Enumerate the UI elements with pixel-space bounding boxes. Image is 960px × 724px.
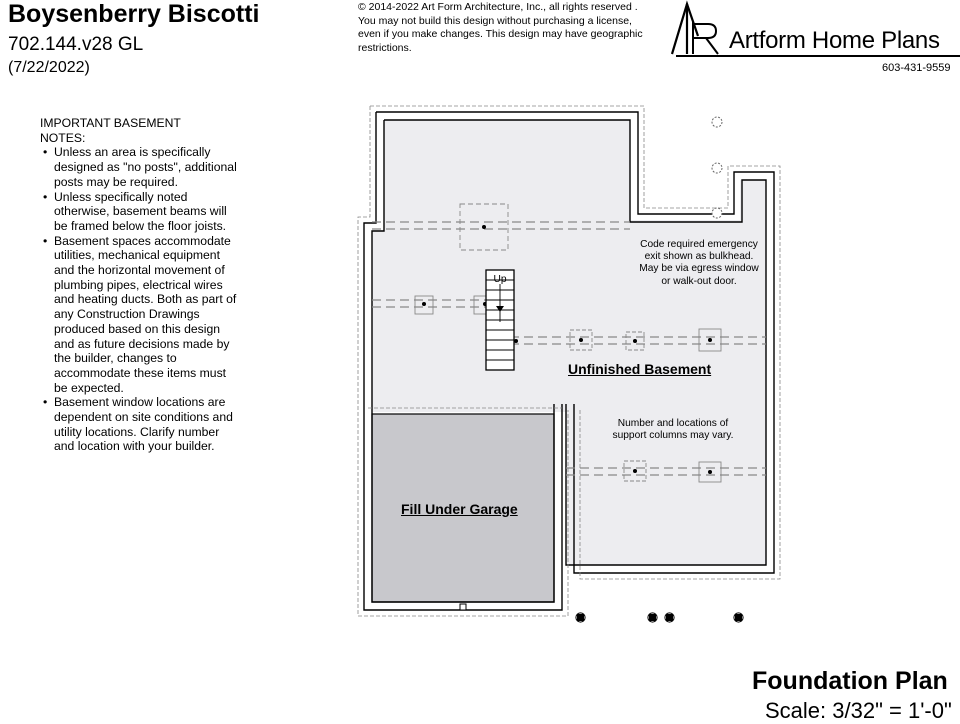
egress-note-line: May be via egress window	[639, 263, 759, 275]
room-label-basement: Unfinished Basement	[568, 361, 712, 377]
copyright-line: You may not build this design without purchasing a license,	[358, 14, 632, 27]
brand-name: Artform Home Plans	[729, 27, 940, 54]
copyright-line: restrictions.	[358, 41, 412, 54]
note-item: • Basement spaces accommodate utilities, mechanical equipment and the horizontal movement of plumbing pipes, electrical wires and heating ducts. Both as part of any Construction Drawings produced based on this design and as future decisions made by the builder, changes to accommodate these items must be expected.	[40, 234, 240, 396]
stair-up-label: Up	[493, 274, 507, 285]
egress-note-line: or walk-out door.	[661, 275, 737, 287]
copyright-line: even if you make changes. This design may have geographic	[358, 28, 643, 40]
column-note	[598, 418, 748, 442]
exterior-posts	[576, 613, 743, 622]
note-item: • Unless an area is specifically designed as "no posts", additional posts may be required.	[40, 145, 240, 189]
sheet-scale: Scale: 3/32" = 1'-0"	[765, 698, 952, 723]
plan-code: 702.144.v28 GL	[8, 34, 144, 55]
notes-heading: NOTES:	[40, 130, 86, 145]
column-note-line: Number and locations of	[617, 418, 729, 429]
note-item: • Unless specifically noted otherwise, basement beams will be framed below the floor joists.	[40, 190, 240, 234]
egress-note	[624, 239, 774, 288]
note-item: • Basement window locations are dependent on site conditions and utility locations. Clarify number and location with your builder.	[40, 395, 240, 454]
room-label-garage: Fill Under Garage	[401, 501, 518, 517]
copyright-line: © 2014-2022 Art Form Architecture, Inc., all rights reserved .	[358, 1, 638, 13]
notes-heading: IMPORTANT BASEMENT	[40, 116, 181, 130]
plan-date: (7/22/2022)	[8, 59, 90, 76]
sheet-title: Foundation Plan	[752, 667, 948, 695]
plan-name: Boysenberry Biscotti	[8, 0, 260, 28]
column-note-line: support columns may vary.	[612, 430, 734, 442]
brand-phone: 603-431-9559	[882, 62, 951, 74]
exterior-fixtures	[712, 117, 722, 218]
egress-note-line: exit shown as bulkhead.	[644, 251, 754, 263]
egress-note-line: Code required emergency	[640, 239, 758, 250]
garage-drain	[460, 604, 466, 610]
